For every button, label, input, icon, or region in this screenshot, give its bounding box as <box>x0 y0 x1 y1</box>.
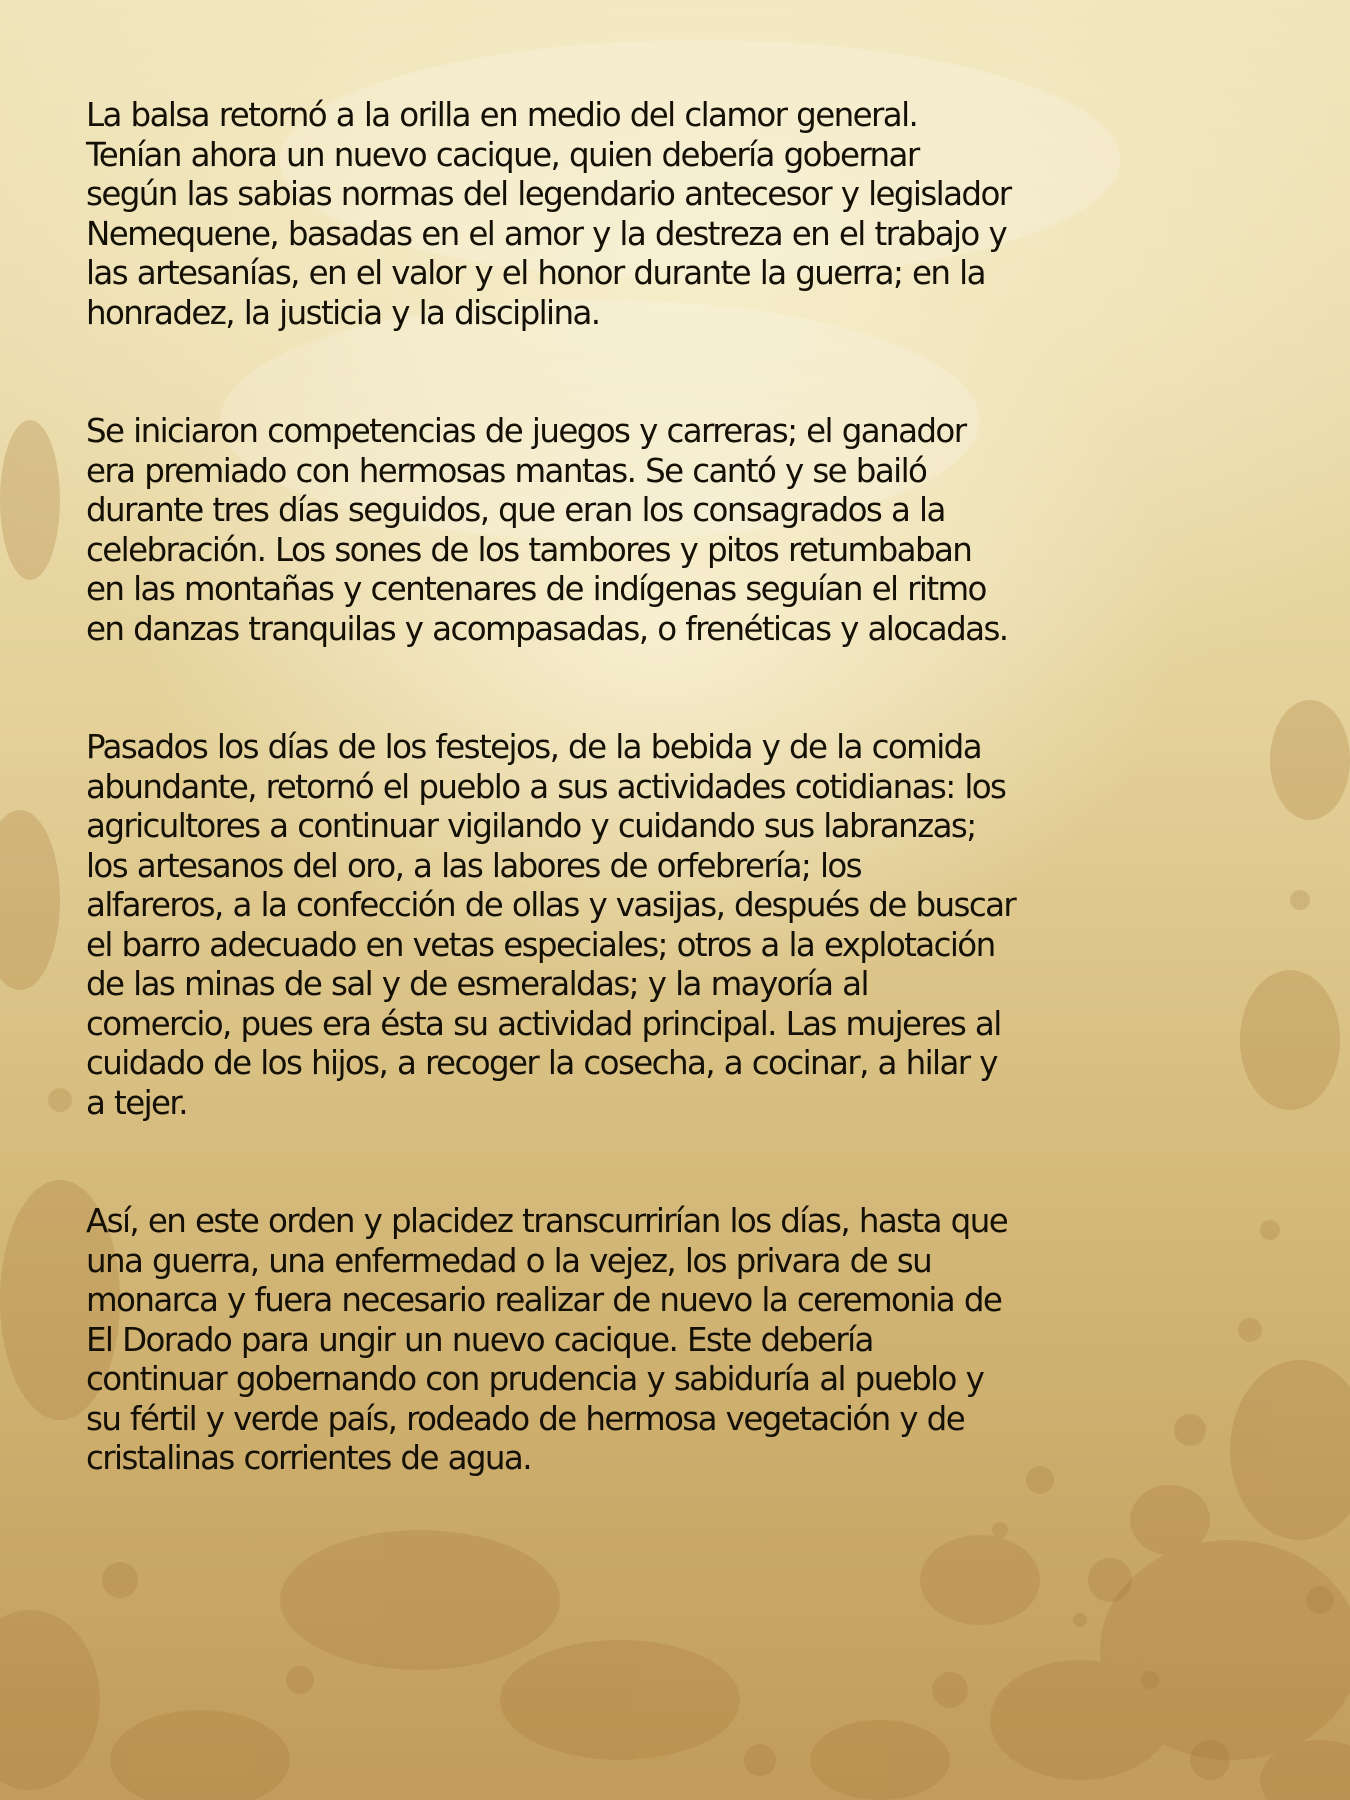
paragraph-festejos: Pasados los días de los festejos, de la bebida y de la comida abundante, retornó el pueblo a sus actividades cotidianas: los agricultores a continuar vigilando y cuidando sus labranzas; los artesanos del oro, a las labores de orfebrería; los alfareros, a la confección de ollas y vasijas, después de buscar el barro adecuado en vetas especiales; otros a la explotación de las minas de sal y de esmeraldas; y la mayoría al comercio, pues era ésta su actividad principal. Las mujeres al cuidado de los hijos, a recoger la cosecha, a cocinar, a hilar y a tejer. <box>86 728 1016 1122</box>
paragraph-balsa: La balsa retornó a la orilla en medio del clamor general. Tenían ahora un nuevo cacique, quien debería gobernar según las sabias normas del legendario antecesor y legislador Nemequene, basadas en el amor y la destreza en el trabajo y las artesanías, en el valor y el honor durante la guerra; en la honradez, la justicia y la disciplina. <box>86 96 1011 332</box>
story-text <box>86 96 1286 1558</box>
paragraph-orden: Así, en este orden y placidez transcurrirían los días, hasta que una guerra, una enfermedad o la vejez, los privara de su monarca y fuera necesario realizar de nuevo la ceremonia de El Dorado para ungir un nuevo cacique. Este debería continuar gobernando con prudencia y sabiduría al pueblo y su fértil y verde país, rodeado de hermosa vegetación y de cristalinas corrientes de agua. <box>86 1202 1008 1477</box>
paragraph-competencias: Se iniciaron competencias de juegos y carreras; el ganador era premiado con hermosas mantas. Se cantó y se bailó durante tres días seguidos, que eran los consagrados a la celebración. Los sones de los tambores y pitos retumbaban en las montañas y centenares de indígenas seguían el ritmo en danzas tranquilas y acompasadas, o frenéticas y alocadas. <box>86 412 1008 648</box>
